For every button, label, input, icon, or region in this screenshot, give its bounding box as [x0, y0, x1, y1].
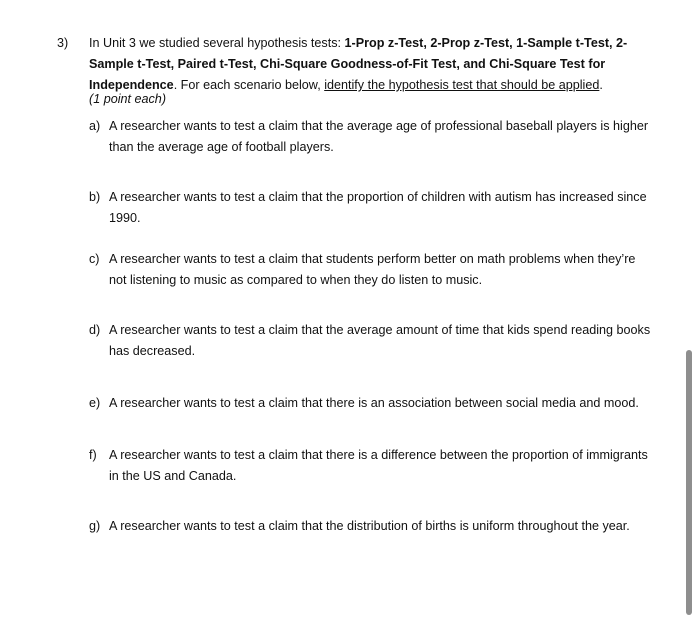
intro-text: In Unit 3 we studied several hypothesis tests: [89, 36, 345, 50]
item-letter: c) [89, 252, 100, 266]
item-letter: b) [89, 190, 101, 204]
item-letter: f) [89, 448, 97, 462]
item-text: A researcher wants to test a claim that the average amount of time that kids spend reading books has decreased. [109, 323, 651, 358]
item-text: A researcher wants to test a claim that the distribution of births is uniform throughout the year. [109, 519, 630, 533]
item-letter: e) [89, 396, 101, 410]
item-text: A researcher wants to test a claim that there is a difference between the proportion of immigrants in the US and Canada. [109, 448, 648, 483]
instruction-underlined: identify the hypothesis test that should be applied [324, 78, 600, 92]
test-list: 1-Prop z-Test, 2-Prop z-Test, 1-Sample t-Test, 2-Sample t-Test, Paired t-Test, Chi-Square Goodness-of-Fit Test, and Chi-Square Test for Independence [89, 36, 628, 92]
question-number: 3) [57, 36, 69, 50]
item-text: A researcher wants to test a claim that the proportion of children with autism has increased since 1990. [109, 190, 647, 225]
question-intro [89, 33, 634, 96]
item-letter: g) [89, 519, 101, 533]
points-note: (1 point each) [89, 92, 167, 106]
item-text: A researcher wants to test a claim that students perform better on math problems when they’re not listening to music as compared to when they do listen to music. [109, 252, 636, 287]
intro-end: . [599, 78, 603, 92]
intro-text-2: . For each scenario below, [173, 78, 325, 92]
item-letter: a) [89, 119, 101, 133]
item-text: A researcher wants to test a claim that there is an association between social media and mood. [109, 396, 639, 410]
item-text: A researcher wants to test a claim that the average age of professional baseball players is higher than the average age of football players. [109, 119, 649, 154]
item-letter: d) [89, 323, 101, 337]
vertical-scrollbar[interactable] [686, 350, 692, 615]
